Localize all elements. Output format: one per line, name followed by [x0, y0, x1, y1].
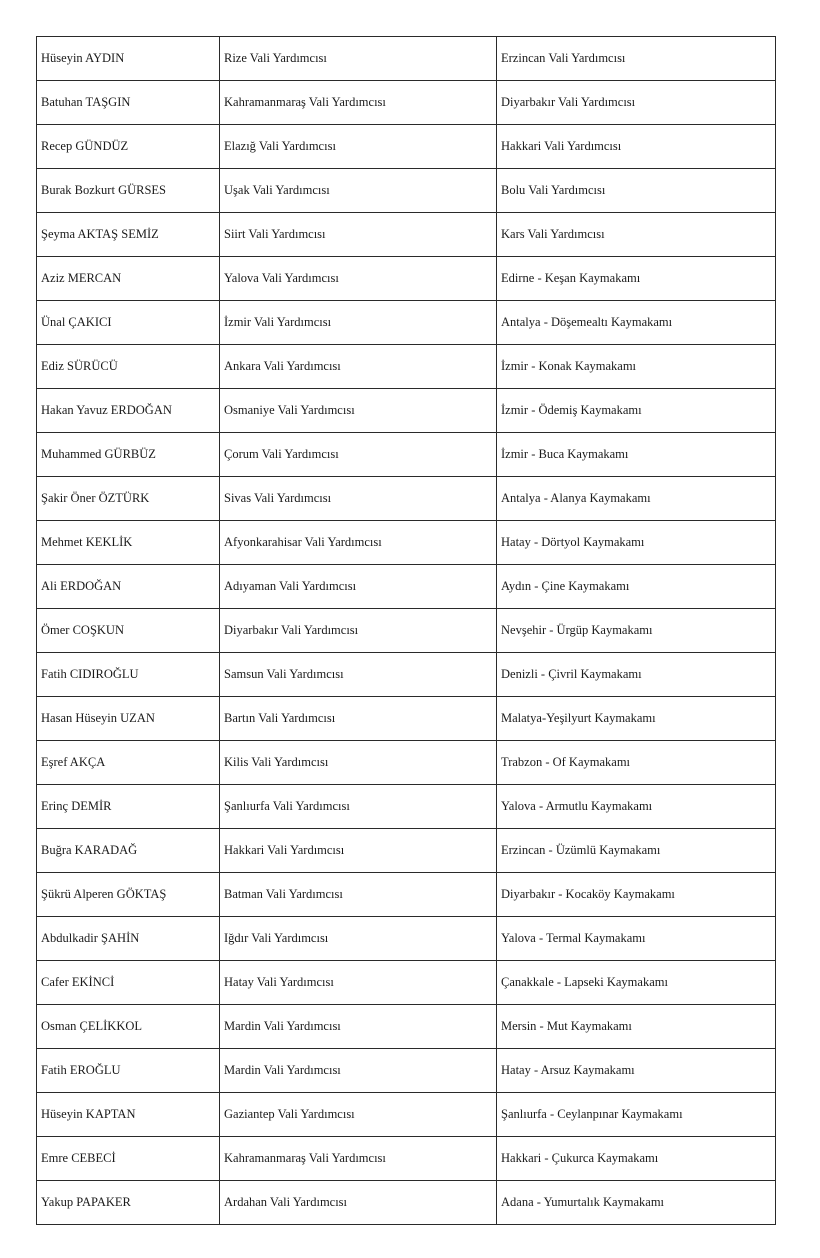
table-row	[37, 345, 776, 389]
new-post-cell: Diyarbakır Vali Yardımcısı	[497, 81, 776, 125]
current-post-cell: Bartın Vali Yardımcısı	[220, 697, 497, 741]
name-cell: Emre CEBECİ	[37, 1137, 220, 1181]
new-post-cell: Erzincan - Üzümlü Kaymakamı	[497, 829, 776, 873]
current-post-cell: Samsun Vali Yardımcısı	[220, 653, 497, 697]
new-post-cell: Çanakkale - Lapseki Kaymakamı	[497, 961, 776, 1005]
name-cell: Hakan Yavuz ERDOĞAN	[37, 389, 220, 433]
table-row	[37, 785, 776, 829]
name-cell: Buğra KARADAĞ	[37, 829, 220, 873]
new-post-cell: İzmir - Ödemiş Kaymakamı	[497, 389, 776, 433]
name-cell: Mehmet KEKLİK	[37, 521, 220, 565]
name-cell: Osman ÇELİKKOL	[37, 1005, 220, 1049]
table-row	[37, 741, 776, 785]
new-post-cell: Denizli - Çivril Kaymakamı	[497, 653, 776, 697]
name-cell: Burak Bozkurt GÜRSES	[37, 169, 220, 213]
name-cell: Şeyma AKTAŞ SEMİZ	[37, 213, 220, 257]
new-post-cell: Adana - Yumurtalık Kaymakamı	[497, 1181, 776, 1225]
name-cell: Recep GÜNDÜZ	[37, 125, 220, 169]
name-cell: Ediz SÜRÜCÜ	[37, 345, 220, 389]
current-post-cell: Hakkari Vali Yardımcısı	[220, 829, 497, 873]
name-cell: Erinç DEMİR	[37, 785, 220, 829]
name-cell: Yakup PAPAKER	[37, 1181, 220, 1225]
table-row	[37, 477, 776, 521]
current-post-cell: Afyonkarahisar Vali Yardımcısı	[220, 521, 497, 565]
new-post-cell: İzmir - Buca Kaymakamı	[497, 433, 776, 477]
new-post-cell: Diyarbakır - Kocaköy Kaymakamı	[497, 873, 776, 917]
table-row	[37, 169, 776, 213]
table-row	[37, 1181, 776, 1225]
new-post-cell: Hatay - Arsuz Kaymakamı	[497, 1049, 776, 1093]
new-post-cell: Antalya - Alanya Kaymakamı	[497, 477, 776, 521]
new-post-cell: Hakkari Vali Yardımcısı	[497, 125, 776, 169]
table-row	[37, 389, 776, 433]
current-post-cell: Iğdır Vali Yardımcısı	[220, 917, 497, 961]
table-row	[37, 257, 776, 301]
current-post-cell: Diyarbakır Vali Yardımcısı	[220, 609, 497, 653]
table-row	[37, 81, 776, 125]
new-post-cell: Yalova - Armutlu Kaymakamı	[497, 785, 776, 829]
new-post-cell: Kars Vali Yardımcısı	[497, 213, 776, 257]
new-post-cell: Hatay - Dörtyol Kaymakamı	[497, 521, 776, 565]
current-post-cell: Mardin Vali Yardımcısı	[220, 1005, 497, 1049]
table-row	[37, 829, 776, 873]
table-row	[37, 37, 776, 81]
table-row	[37, 433, 776, 477]
current-post-cell: Siirt Vali Yardımcısı	[220, 213, 497, 257]
name-cell: Fatih CIDIROĞLU	[37, 653, 220, 697]
name-cell: Hüseyin AYDIN	[37, 37, 220, 81]
name-cell: Şükrü Alperen GÖKTAŞ	[37, 873, 220, 917]
name-cell: Aziz MERCAN	[37, 257, 220, 301]
table-row	[37, 653, 776, 697]
new-post-cell: Malatya-Yeşilyurt Kaymakamı	[497, 697, 776, 741]
current-post-cell: Mardin Vali Yardımcısı	[220, 1049, 497, 1093]
table-row	[37, 697, 776, 741]
table-row	[37, 917, 776, 961]
table-row	[37, 961, 776, 1005]
name-cell: Ünal ÇAKICI	[37, 301, 220, 345]
name-cell: Fatih EROĞLU	[37, 1049, 220, 1093]
name-cell: Şakir Öner ÖZTÜRK	[37, 477, 220, 521]
new-post-cell: Edirne - Keşan Kaymakamı	[497, 257, 776, 301]
current-post-cell: Kahramanmaraş Vali Yardımcısı	[220, 1137, 497, 1181]
new-post-cell: Erzincan Vali Yardımcısı	[497, 37, 776, 81]
current-post-cell: Yalova Vali Yardımcısı	[220, 257, 497, 301]
table-row	[37, 1049, 776, 1093]
current-post-cell: Çorum Vali Yardımcısı	[220, 433, 497, 477]
current-post-cell: Adıyaman Vali Yardımcısı	[220, 565, 497, 609]
table-row	[37, 565, 776, 609]
new-post-cell: Şanlıurfa - Ceylanpınar Kaymakamı	[497, 1093, 776, 1137]
table-row	[37, 125, 776, 169]
name-cell: Eşref AKÇA	[37, 741, 220, 785]
current-post-cell: Kahramanmaraş Vali Yardımcısı	[220, 81, 497, 125]
name-cell: Abdulkadir ŞAHİN	[37, 917, 220, 961]
name-cell: Hasan Hüseyin UZAN	[37, 697, 220, 741]
table-row	[37, 213, 776, 257]
name-cell: Batuhan TAŞGIN	[37, 81, 220, 125]
new-post-cell: Trabzon - Of Kaymakamı	[497, 741, 776, 785]
table-row	[37, 521, 776, 565]
current-post-cell: Uşak Vali Yardımcısı	[220, 169, 497, 213]
new-post-cell: Hakkari - Çukurca Kaymakamı	[497, 1137, 776, 1181]
new-post-cell: İzmir - Konak Kaymakamı	[497, 345, 776, 389]
current-post-cell: Kilis Vali Yardımcısı	[220, 741, 497, 785]
name-cell: Ali ERDOĞAN	[37, 565, 220, 609]
appointments-table	[36, 36, 776, 1225]
appointments-table-body	[37, 37, 776, 1225]
table-row	[37, 301, 776, 345]
table-row	[37, 1005, 776, 1049]
new-post-cell: Mersin - Mut Kaymakamı	[497, 1005, 776, 1049]
new-post-cell: Bolu Vali Yardımcısı	[497, 169, 776, 213]
table-row	[37, 1093, 776, 1137]
name-cell: Ömer COŞKUN	[37, 609, 220, 653]
table-row	[37, 609, 776, 653]
new-post-cell: Antalya - Döşemealtı Kaymakamı	[497, 301, 776, 345]
new-post-cell: Yalova - Termal Kaymakamı	[497, 917, 776, 961]
new-post-cell: Aydın - Çine Kaymakamı	[497, 565, 776, 609]
current-post-cell: İzmir Vali Yardımcısı	[220, 301, 497, 345]
current-post-cell: Batman Vali Yardımcısı	[220, 873, 497, 917]
current-post-cell: Hatay Vali Yardımcısı	[220, 961, 497, 1005]
current-post-cell: Osmaniye Vali Yardımcısı	[220, 389, 497, 433]
table-row	[37, 1137, 776, 1181]
current-post-cell: Ardahan Vali Yardımcısı	[220, 1181, 497, 1225]
name-cell: Cafer EKİNCİ	[37, 961, 220, 1005]
current-post-cell: Elazığ Vali Yardımcısı	[220, 125, 497, 169]
current-post-cell: Şanlıurfa Vali Yardımcısı	[220, 785, 497, 829]
new-post-cell: Nevşehir - Ürgüp Kaymakamı	[497, 609, 776, 653]
table-row	[37, 873, 776, 917]
current-post-cell: Gaziantep Vali Yardımcısı	[220, 1093, 497, 1137]
current-post-cell: Ankara Vali Yardımcısı	[220, 345, 497, 389]
current-post-cell: Sivas Vali Yardımcısı	[220, 477, 497, 521]
name-cell: Hüseyin KAPTAN	[37, 1093, 220, 1137]
current-post-cell: Rize Vali Yardımcısı	[220, 37, 497, 81]
name-cell: Muhammed GÜRBÜZ	[37, 433, 220, 477]
